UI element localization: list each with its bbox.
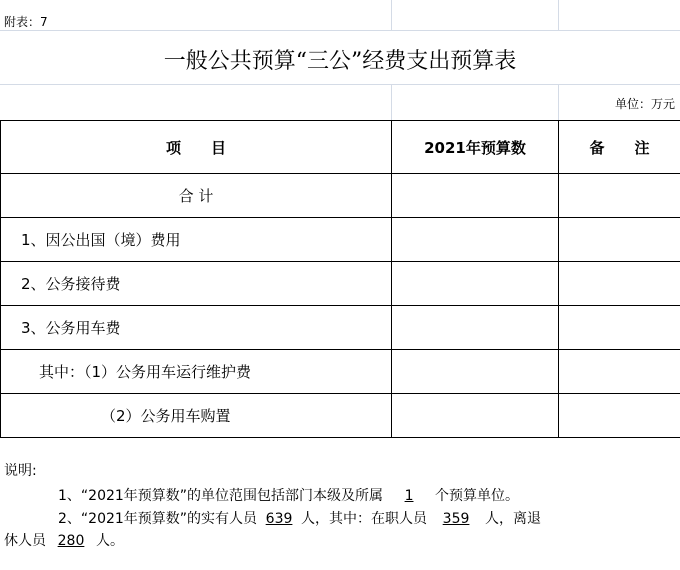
row-note-cell[interactable] [559, 262, 680, 306]
note-text: 个预算单位。 [435, 488, 520, 504]
row-note-cell[interactable] [559, 350, 680, 394]
row-budget-cell[interactable] [392, 350, 559, 394]
row-item-cell[interactable]: 合 计 [1, 174, 392, 218]
note-line-3 [4, 530, 124, 550]
staff-retired-value: 280 [57, 533, 85, 549]
grid-line [558, 84, 559, 120]
table-row [1, 218, 680, 262]
note-text: 休人员 [4, 533, 46, 549]
row-budget-cell[interactable] [392, 306, 559, 350]
grid-line [0, 30, 680, 31]
attachment-label: 附表：7 [4, 15, 48, 29]
note-line-1 [58, 485, 519, 505]
table-row [1, 262, 680, 306]
notes-heading: 说明: [4, 463, 37, 479]
grid-line [558, 0, 559, 30]
note-text: 1、“2021年预算数”的单位范围包括部门本级及所属 [58, 488, 384, 504]
row-note-cell[interactable] [559, 218, 680, 262]
row-budget-cell[interactable] [392, 262, 559, 306]
row-note-cell[interactable] [559, 306, 680, 350]
row-budget-cell[interactable] [392, 174, 559, 218]
staff-active-value: 359 [442, 511, 470, 527]
staff-total-value: 639 [265, 511, 293, 527]
table-header-row [1, 121, 680, 174]
row-item-cell[interactable]: 2、公务接待费 [1, 262, 392, 306]
note-text: 人，其中：在职人员 [301, 511, 428, 527]
row-item-cell[interactable]: （2）公务用车购置 [1, 394, 392, 438]
row-item-cell[interactable]: 其中：（1）公务用车运行维护费 [1, 350, 392, 394]
row-budget-cell[interactable] [392, 394, 559, 438]
row-note-cell[interactable] [559, 174, 680, 218]
column-header-note[interactable]: 备 注 [559, 121, 680, 174]
page-title: 一般公共预算“三公”经费支出预算表 [163, 49, 517, 74]
table-row [1, 306, 680, 350]
grid-line [0, 84, 680, 85]
unit-label: 单位：万元 [614, 97, 675, 111]
note-line-2 [58, 508, 541, 528]
row-budget-cell[interactable] [392, 218, 559, 262]
row-item-cell[interactable]: 3、公务用车费 [1, 306, 392, 350]
grid-line [391, 84, 392, 120]
row-note-cell[interactable] [559, 394, 680, 438]
unit-count-value: 1 [404, 488, 414, 504]
column-header-item[interactable]: 项 目 [1, 121, 392, 174]
row-item-cell[interactable]: 1、因公出国（境）费用 [1, 218, 392, 262]
note-text: 人，离退 [485, 511, 542, 527]
column-header-budget[interactable]: 2021年预算数 [392, 121, 559, 174]
budget-table [0, 120, 680, 438]
table-row [1, 394, 680, 438]
grid-line [391, 0, 392, 30]
note-text: 2、“2021年预算数”的实有人员 [58, 511, 258, 527]
table-row [1, 174, 680, 218]
table-row [1, 350, 680, 394]
note-text: 人。 [96, 533, 124, 549]
